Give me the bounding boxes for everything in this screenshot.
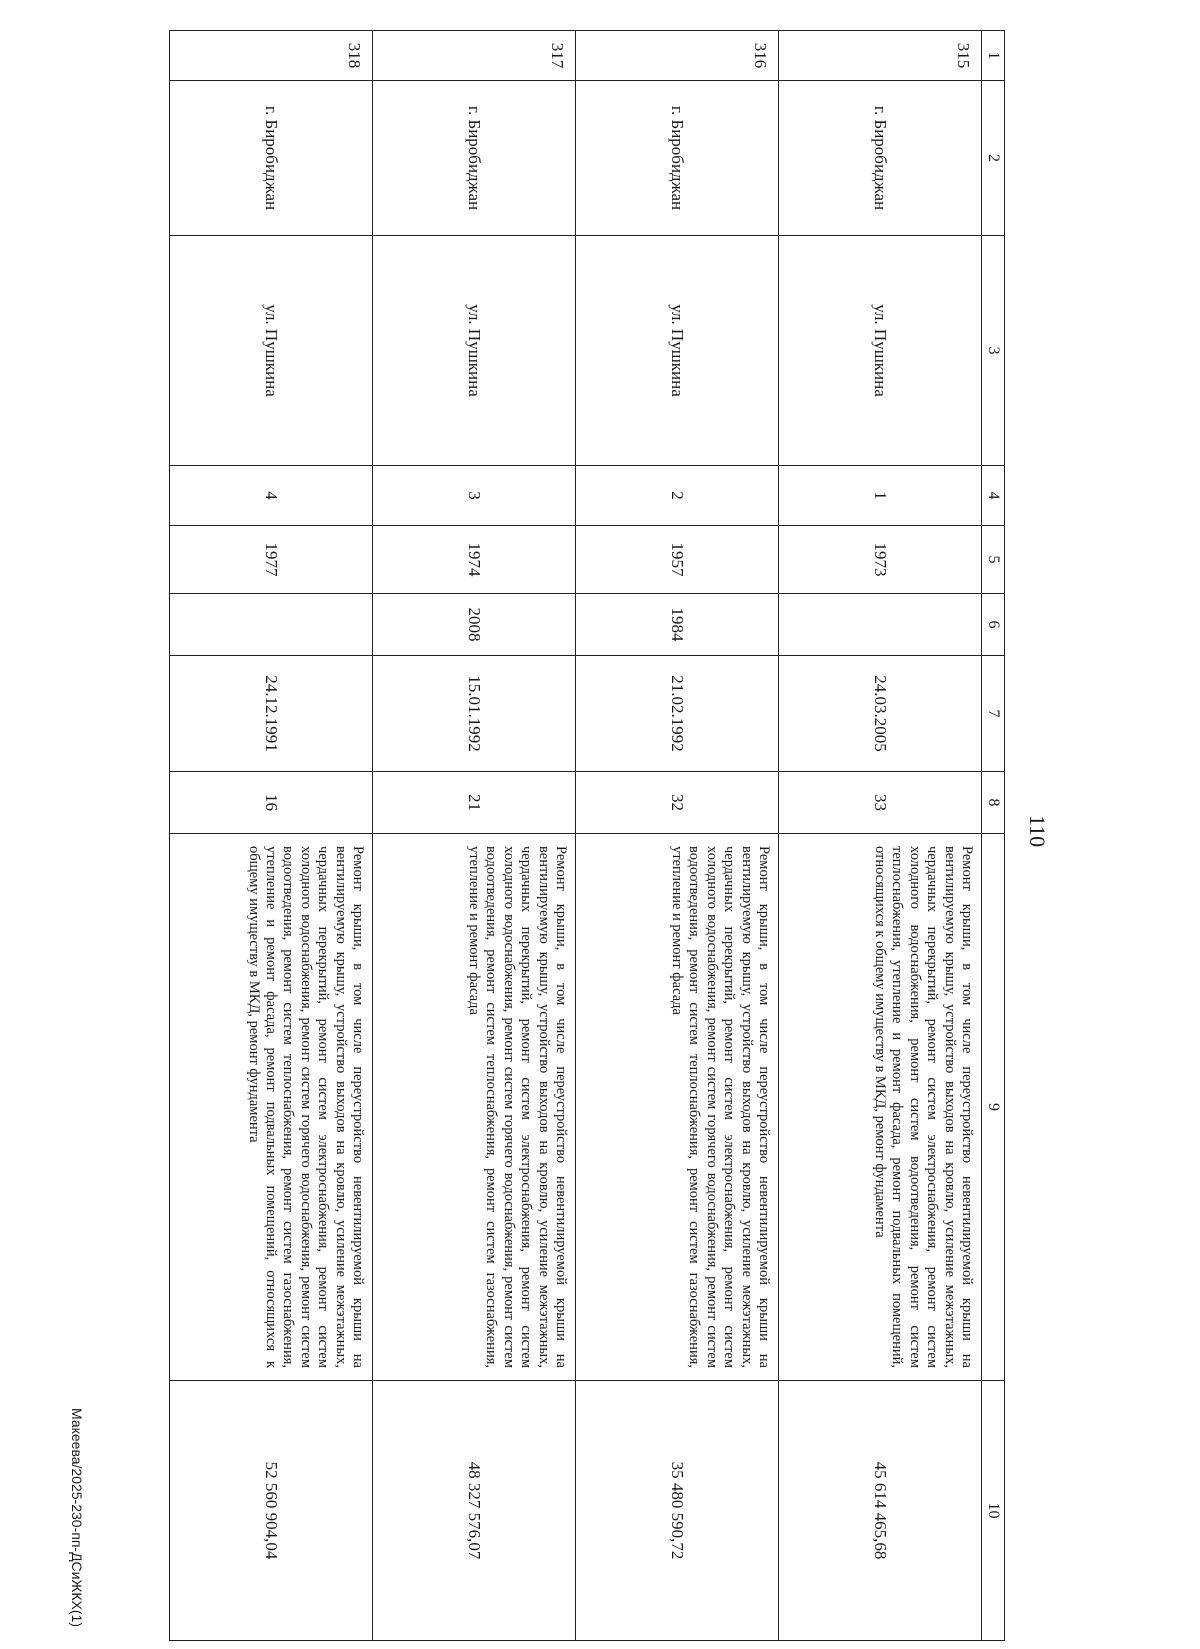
house-number-cell: 2	[576, 466, 779, 526]
row-number: 316	[576, 31, 779, 81]
header-col-8: 8	[982, 772, 1005, 834]
row-number: 315	[779, 31, 982, 81]
header-col-10: 10	[982, 1381, 1005, 1641]
header-col-3: 3	[982, 236, 1005, 466]
house-number-cell: 3	[373, 466, 576, 526]
table-row	[170, 31, 373, 1641]
table-row	[779, 31, 982, 1641]
apartments-cell: 16	[170, 772, 373, 834]
city-cell: г. Биробиджан	[779, 81, 982, 236]
street-cell: ул. Пушкина	[576, 236, 779, 466]
header-col-7: 7	[982, 656, 1005, 772]
house-number-cell: 4	[170, 466, 373, 526]
city-cell: г. Биробиджан	[170, 81, 373, 236]
renovation-year-cell	[170, 594, 373, 656]
date-cell: 24.03.2005	[779, 656, 982, 772]
document-footer-code: Макеева/2025-230-пп-ДСиЖКХ(1)	[69, 1408, 85, 1628]
cost-cell: 48 327 576,07	[373, 1381, 576, 1641]
header-number-row	[982, 31, 1005, 1641]
header-col-1: 1	[982, 31, 1005, 81]
works-cell: Ремонт крыши, в том числе переустройство невентилируемой крыши на вентилируемую крышу, устройство выходов на кровлю, усиление межэтажных, чердачных перекрытий, ремонт систем электроснабжения, ремонт систем холодного водоснабжения, ремонт систем горячего водоснабжения, ремонт систем водоотведения, ремонт систем теплоснабжения, ремонт систем газоснабжения, утепление и ремонт фасада	[576, 834, 779, 1381]
street-cell: ул. Пушкина	[779, 236, 982, 466]
apartments-cell: 33	[779, 772, 982, 834]
renovation-year-cell	[779, 594, 982, 656]
cost-cell: 52 560 904,04	[170, 1381, 373, 1641]
apartments-cell: 32	[576, 772, 779, 834]
date-cell: 24.12.1991	[170, 656, 373, 772]
header-col-5: 5	[982, 526, 1005, 594]
house-number-cell: 1	[779, 466, 982, 526]
header-col-9: 9	[982, 834, 1005, 1381]
city-cell: г. Биробиджан	[373, 81, 576, 236]
header-col-6: 6	[982, 594, 1005, 656]
row-number: 318	[170, 31, 373, 81]
works-cell: Ремонт крыши, в том числе переустройство невентилируемой крыши на вентилируемую крышу, устройство выходов на кровлю, усиление межэтажных, чердачных перекрытий, ремонт систем электроснабжения, ремонт систем холодного водоснабжения, ремонт систем горячего водоснабжения, ремонт систем водоотведения, ремонт систем теплоснабжения, ремонт систем газоснабжения, утепление и ремонт фасада, ремонт подвальных помещений, относящихся к общему имуществу в МКД, ремонт фундамента	[170, 834, 373, 1381]
date-cell: 15.01.1992	[373, 656, 576, 772]
street-cell: ул. Пушкина	[373, 236, 576, 466]
build-year-cell: 1977	[170, 526, 373, 594]
build-year-cell: 1957	[576, 526, 779, 594]
page-number: 110	[1025, 815, 1050, 848]
table-row	[373, 31, 576, 1641]
cost-cell: 45 614 465,68	[779, 1381, 982, 1641]
repair-program-table	[169, 30, 1005, 1641]
date-cell: 21.02.1992	[576, 656, 779, 772]
cost-cell: 35 480 590,72	[576, 1381, 779, 1641]
street-cell: ул. Пушкина	[170, 236, 373, 466]
row-number: 317	[373, 31, 576, 81]
works-cell: Ремонт крыши, в том числе переустройство невентилируемой крыши на вентилируемую крышу, устройство выходов на кровлю, усиление межэтажных, чердачных перекрытий, ремонт систем электроснабжения, ремонт систем холодного водоснабжения, ремонт систем водоотведения, ремонт систем теплоснабжения, утепление и ремонт фасада, ремонт подвальных помещений, относящихся к общему имуществу в МКД, ремонт фундамента	[779, 834, 982, 1381]
works-cell: Ремонт крыши, в том числе переустройство невентилируемой крыши на вентилируемую крышу, устройство выходов на кровлю, усиление межэтажных, чердачных перекрытий, ремонт систем электроснабжения, ремонт систем холодного водоснабжения, ремонт систем горячего водоснабжения, ремонт систем водоотведения, ремонт систем теплоснабжения, ремонт систем газоснабжения, утепление и ремонт фасада	[373, 834, 576, 1381]
header-col-4: 4	[982, 466, 1005, 526]
table-row	[576, 31, 779, 1641]
header-col-2: 2	[982, 81, 1005, 236]
renovation-year-cell: 1984	[576, 594, 779, 656]
city-cell: г. Биробиджан	[576, 81, 779, 236]
renovation-year-cell: 2008	[373, 594, 576, 656]
build-year-cell: 1974	[373, 526, 576, 594]
apartments-cell: 21	[373, 772, 576, 834]
build-year-cell: 1973	[779, 526, 982, 594]
